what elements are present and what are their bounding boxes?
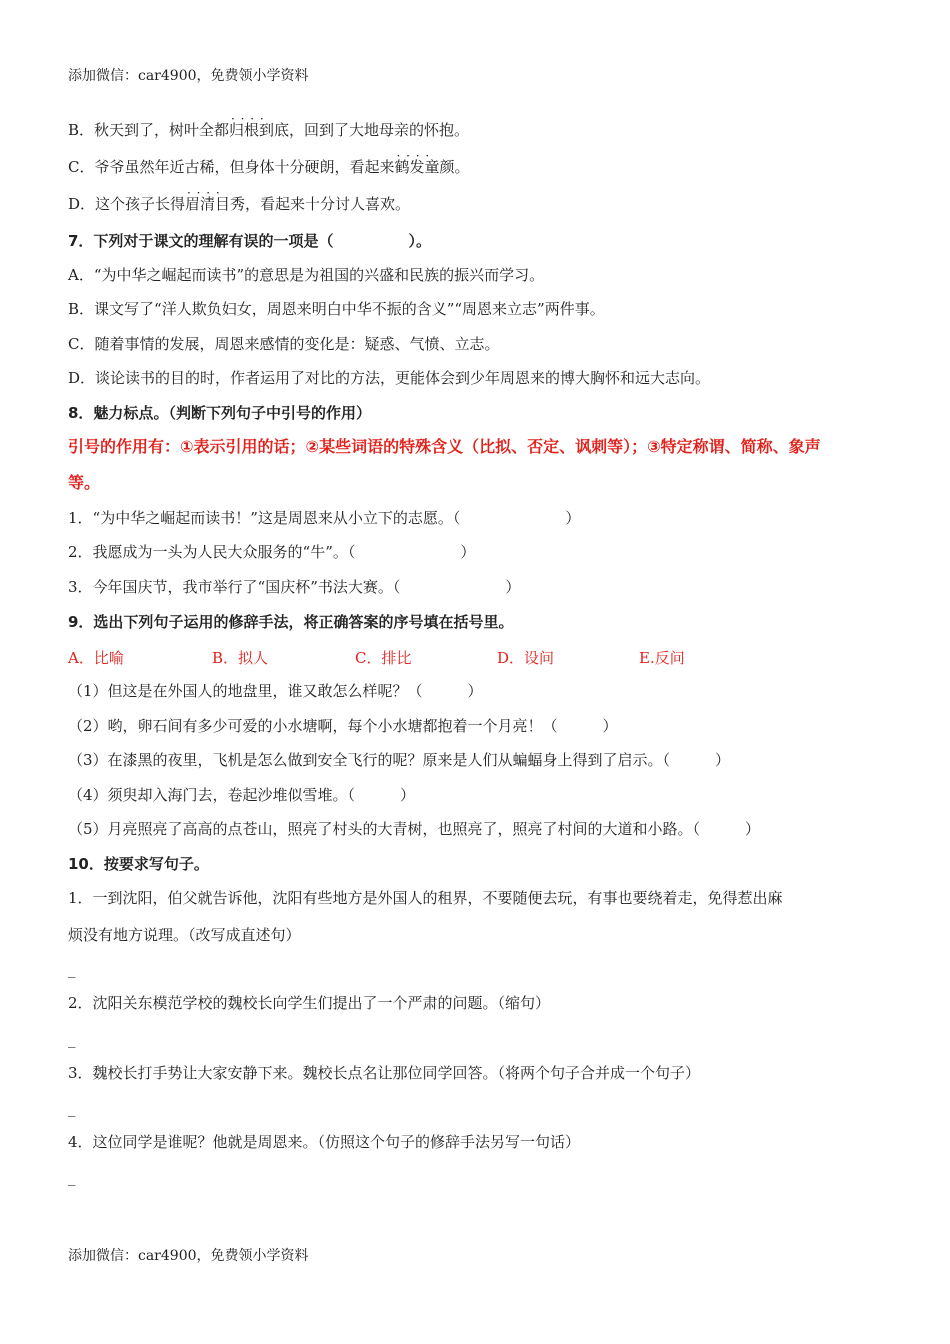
q10-sentence-1a: 1．一到沈阳，伯父就告诉他，沈阳有些地方是外国人的租界，不要随便去玩，有事也要绕着走，免得惹出麻 — [68, 889, 783, 907]
q6-option-c — [68, 157, 470, 177]
q10-answer-blank-1[interactable]: _ — [68, 960, 76, 978]
q8-title: 8．魅力标点。（判断下列句子中引号的作用） — [68, 404, 371, 422]
q8-sentence-2: 2．我愿成为一头为人民大众服务的“牛”。（ ） — [68, 543, 476, 561]
q9-option-c: C．排比 — [355, 649, 412, 667]
q8-sentence-1: 1．“为中华之崛起而读书！”这是周恩来从小立下的志愿。（ ） — [68, 509, 581, 527]
q6-b-post: ，回到了大地母亲的怀抱。 — [289, 121, 470, 139]
q9-option-a: A．比喻 — [68, 649, 124, 667]
q10-title: 10．按要求写句子。 — [68, 855, 209, 873]
q9-title: 9．选出下列句子运用的修辞手法，将正确答案的序号填在括号里。 — [68, 613, 514, 631]
q6-c-pre: C．爷爷虽然年近古稀，但身体十分硬朗，看起来 — [68, 158, 395, 176]
q8-sentence-3: 3．今年国庆节，我市举行了“国庆杯”书法大赛。（ ） — [68, 578, 521, 596]
q6-d-dotted: · · 眉清目秀 — [185, 195, 245, 213]
q10-answer-blank-4[interactable]: _ — [68, 1168, 76, 1186]
q7-title: 7．下列对于课文的理解有误的一项是（ ）。 — [68, 232, 431, 250]
q6-c-dotted: · · 鹤发童颜 — [394, 158, 454, 176]
q9-option-b: B．拟人 — [212, 649, 269, 667]
q6-option-d — [68, 194, 410, 214]
q7-option-d: D．谈论读书的目的时，作者运用了对比的方法，更能体会到少年周恩来的博大胸怀和远大志向。 — [68, 369, 711, 387]
page-footer: 添加微信：car4900，免费领小学资料 — [68, 1248, 309, 1264]
q9-sentence-1: （1）但这是在外国人的地盘里，谁又敢怎么样呢？（ ） — [68, 682, 483, 700]
q10-sentence-2: 2．沈阳关东模范学校的魏校长向学生们提出了一个严肃的问题。（缩句） — [68, 994, 551, 1012]
q9-option-d: D．设问 — [497, 649, 555, 667]
q9-sentence-4: （4）须臾却入海门去，卷起沙堆似雪堆。（ ） — [68, 786, 416, 804]
q10-sentence-3: 3．魏校长打手势让大家安静下来。魏校长点名让那位同学回答。（将两个句子合并成一个句子） — [68, 1064, 701, 1082]
q6-b-dotted: · · 归根到底 — [229, 121, 289, 139]
q7-option-b: B．课文写了“洋人欺负妇女，周恩来明白中华不振的含义”“周恩来立志”两件事。 — [68, 300, 605, 318]
q8-hint-line2: 等。 — [68, 473, 101, 492]
page-header: 添加微信：car4900，免费领小学资料 — [68, 68, 309, 84]
q6-b-pre: B．秋天到了，树叶全都 — [68, 121, 230, 139]
q7-option-a: A．“为中华之崛起而读书”的意思是为祖国的兴盛和民族的振兴而学习。 — [68, 266, 545, 284]
q8-hint-line1: 引号的作用有：①表示引用的话；②某些词语的特殊含义（比拟、否定、讽刺等）；③特定称谓、简称、象声 — [68, 437, 821, 456]
q7-option-c: C．随着事情的发展，周恩来感情的变化是：疑惑、气愤、立志。 — [68, 335, 500, 353]
q9-sentence-5: （5）月亮照亮了高高的点苍山，照亮了村头的大青树，也照亮了，照亮了村间的大道和小路。（ ） — [68, 820, 761, 838]
q10-answer-blank-2[interactable]: _ — [68, 1030, 76, 1048]
q6-d-pre: D．这个孩子长得 — [68, 195, 186, 213]
q10-sentence-4: 4．这位同学是谁呢？他就是周恩来。（仿照这个句子的修辞手法另写一句话） — [68, 1133, 581, 1151]
q6-c-post: 。 — [454, 158, 470, 176]
q6-option-b — [68, 120, 469, 140]
q10-sentence-1b: 烦没有地方说理。（改写成直述句） — [68, 926, 301, 944]
q9-sentence-3: （3）在漆黑的夜里，飞机是怎么做到安全飞行的呢？原来是人们从蝙蝠身上得到了启示。（ ） — [68, 751, 731, 769]
q10-answer-blank-3[interactable]: _ — [68, 1099, 76, 1117]
q6-d-post: ，看起来十分讨人喜欢。 — [245, 195, 411, 213]
q9-option-e: E.反问 — [639, 649, 685, 667]
q9-sentence-2: （2）哟，卵石间有多少可爱的小水塘啊，每个小水塘都抱着一个月亮！（ ） — [68, 717, 618, 735]
